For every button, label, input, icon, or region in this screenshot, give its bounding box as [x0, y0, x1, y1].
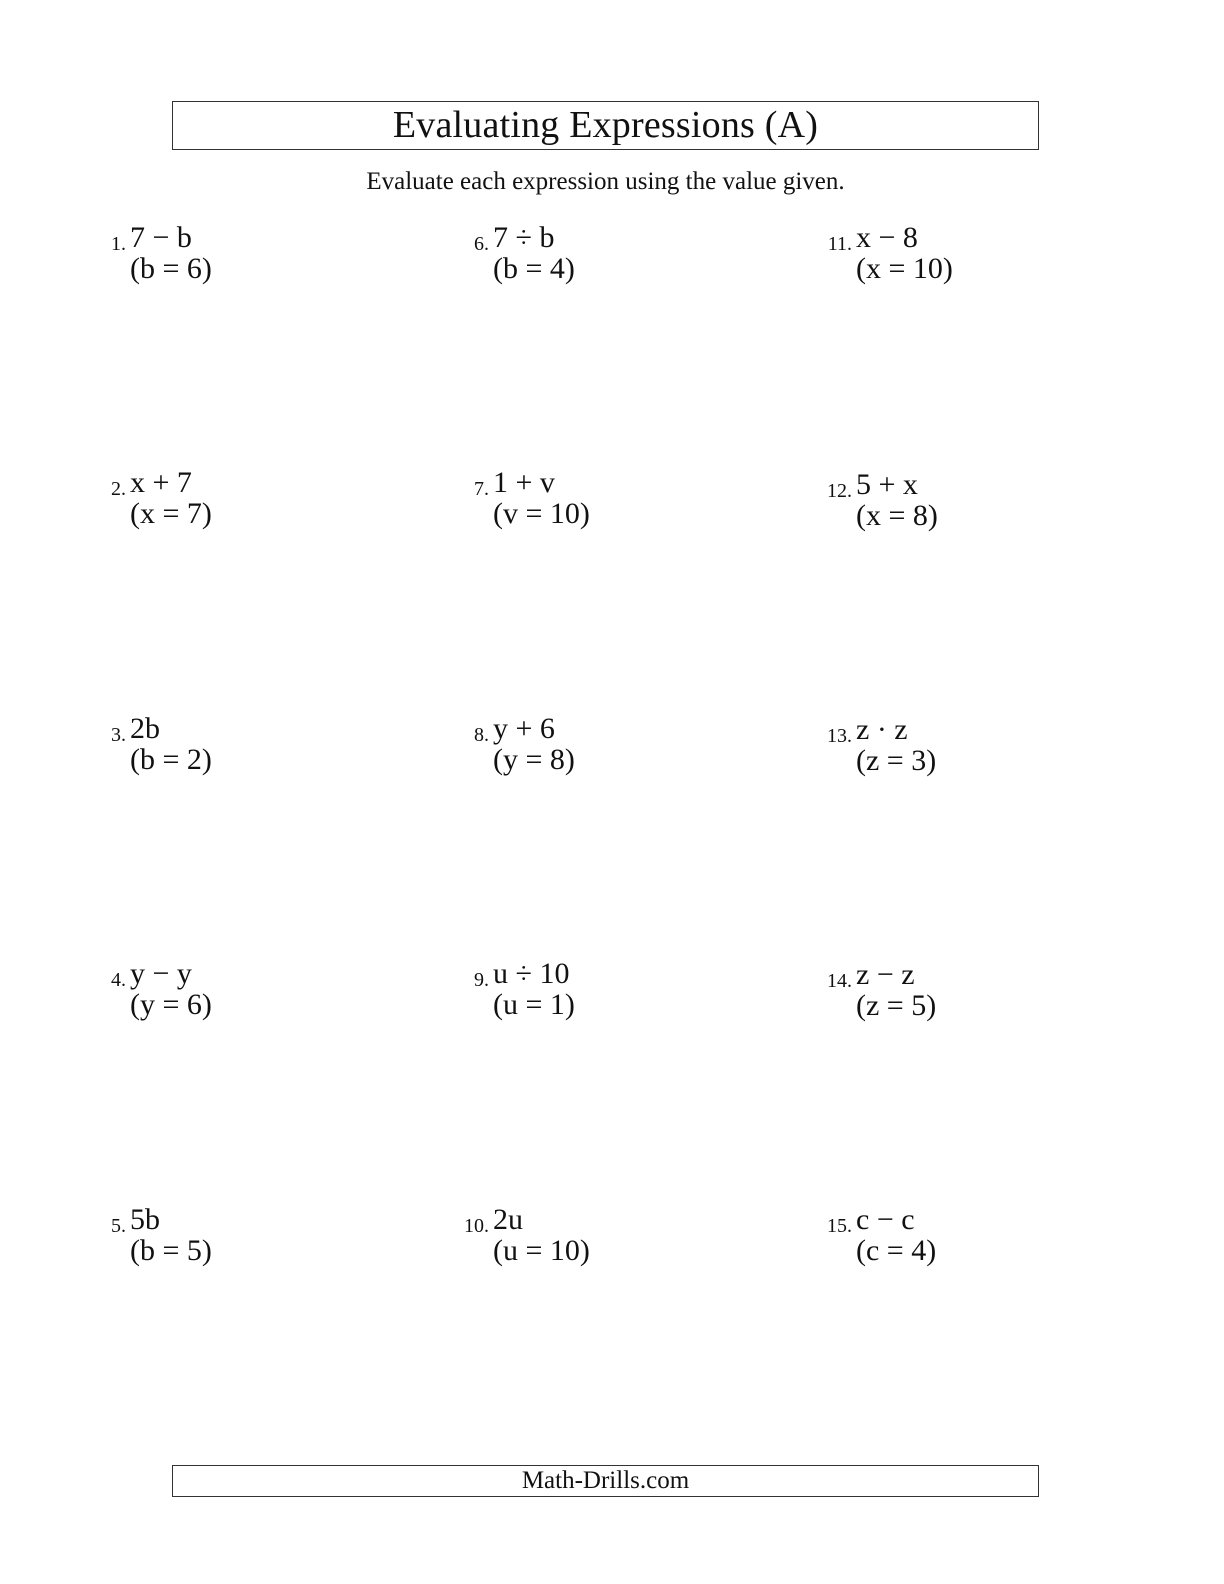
problem-13 — [816, 714, 1116, 784]
footer-box — [172, 1465, 1039, 1497]
problem-number: 7. — [474, 478, 489, 500]
problem-given-value: (x = 8) — [856, 499, 938, 532]
problem-7 — [453, 467, 753, 537]
problem-number: 13. — [827, 725, 852, 747]
problem-number: 10. — [464, 1215, 489, 1237]
problem-given-value: (z = 5) — [856, 989, 937, 1022]
problem-number: 9. — [474, 969, 489, 991]
problem-given-value: (y = 8) — [493, 743, 575, 776]
problem-10 — [453, 1204, 753, 1274]
page-title: Evaluating Expressions (A) — [392, 104, 819, 146]
problem-given-value: (b = 4) — [493, 252, 575, 285]
problem-expression: z − z — [856, 958, 915, 991]
problem-expression: 5b — [130, 1203, 160, 1236]
problem-1 — [90, 222, 390, 292]
problem-15 — [816, 1204, 1116, 1274]
problem-11 — [816, 222, 1116, 292]
problem-given-value: (b = 5) — [130, 1234, 212, 1267]
problem-expression: c − c — [856, 1203, 915, 1236]
problem-expression: 2b — [130, 712, 160, 745]
problem-5 — [90, 1204, 390, 1274]
problem-9 — [453, 958, 753, 1028]
problem-given-value: (y = 6) — [130, 988, 212, 1021]
problem-4 — [90, 958, 390, 1028]
problem-number: 11. — [827, 233, 852, 255]
problem-number: 15. — [827, 1215, 852, 1237]
problem-given-value: (b = 2) — [130, 743, 212, 776]
problem-14 — [816, 959, 1116, 1029]
instructions: Evaluate each expression using the value given. — [366, 168, 845, 195]
problem-8 — [453, 713, 753, 783]
problem-given-value: (x = 10) — [856, 252, 953, 285]
problem-expression: 2u — [493, 1203, 523, 1236]
problem-12 — [816, 469, 1116, 539]
problem-expression: 7 ÷ b — [493, 221, 555, 254]
title-box — [172, 101, 1039, 150]
problem-number: 4. — [111, 969, 126, 991]
problem-number: 2. — [111, 478, 126, 500]
problem-6 — [453, 222, 753, 292]
problem-given-value: (z = 3) — [856, 744, 937, 777]
problem-expression: y − y — [130, 957, 192, 990]
problem-given-value: (b = 6) — [130, 252, 212, 285]
problem-number: 6. — [474, 233, 489, 255]
problem-number: 8. — [474, 724, 489, 746]
problem-2 — [90, 467, 390, 537]
problem-number: 3. — [111, 724, 126, 746]
footer-site-name: Math-Drills.com — [521, 1467, 690, 1494]
problem-expression: 7 − b — [130, 221, 192, 254]
problem-expression: x + 7 — [130, 466, 192, 499]
problem-expression: 1 + v — [493, 466, 555, 499]
problem-3 — [90, 713, 390, 783]
problem-expression: 5 + x — [856, 468, 918, 501]
problem-expression: u ÷ 10 — [493, 957, 570, 990]
problem-expression: z · z — [856, 713, 908, 746]
problem-number: 1. — [111, 233, 126, 255]
problem-given-value: (x = 7) — [130, 497, 212, 530]
problem-given-value: (c = 4) — [856, 1234, 937, 1267]
problem-number: 12. — [827, 480, 852, 502]
problem-expression: x − 8 — [856, 221, 918, 254]
problem-expression: y + 6 — [493, 712, 555, 745]
problem-given-value: (u = 10) — [493, 1234, 590, 1267]
problem-given-value: (u = 1) — [493, 988, 575, 1021]
problem-number: 5. — [111, 1215, 126, 1237]
problem-given-value: (v = 10) — [493, 497, 590, 530]
problem-number: 14. — [827, 970, 852, 992]
